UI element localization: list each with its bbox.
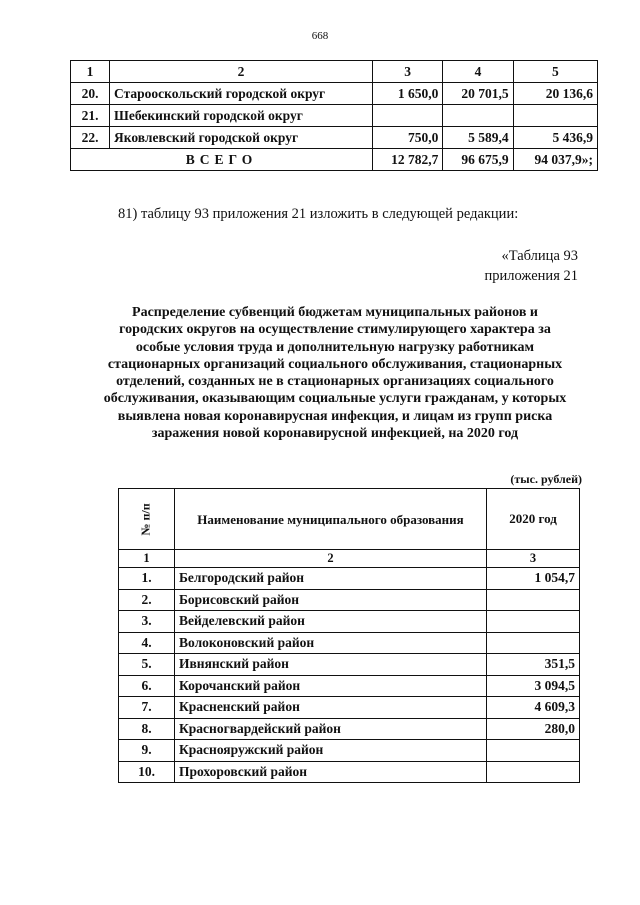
- row-value: 1 054,7: [487, 568, 580, 590]
- table-row: [119, 718, 580, 740]
- row-value: [487, 761, 580, 783]
- row-value-5: 5 436,9: [513, 127, 597, 149]
- total-label: ВСЕГО: [71, 149, 373, 171]
- total-row: [71, 149, 598, 171]
- row-value-5: 20 136,6: [513, 83, 597, 105]
- row-value: 280,0: [487, 718, 580, 740]
- row-number: 2.: [119, 589, 175, 611]
- top-header-col-3: 3: [373, 61, 443, 83]
- row-number: 3.: [119, 611, 175, 633]
- total-value-5: 94 037,9»;: [513, 149, 597, 171]
- row-number: 4.: [119, 632, 175, 654]
- total-value-3: 12 782,7: [373, 149, 443, 171]
- row-name: Шебекинский городской округ: [110, 105, 373, 127]
- main-table-header-row: [119, 489, 580, 550]
- row-value: 3 094,5: [487, 675, 580, 697]
- table-row: [71, 83, 598, 105]
- row-name: Красненский район: [175, 697, 487, 719]
- index-col-1: 1: [119, 550, 175, 568]
- header-year-cell: 2020 год: [487, 489, 580, 550]
- row-value-5: [513, 105, 597, 127]
- row-value-4: [443, 105, 513, 127]
- table-reference: [485, 246, 578, 286]
- row-value-3: 750,0: [373, 127, 443, 149]
- table-row: [119, 632, 580, 654]
- row-name: Яковлевский городской округ: [110, 127, 373, 149]
- amendment-instruction: 81) таблицу 93 приложения 21 изложить в следующей редакции:: [118, 206, 519, 222]
- total-value-4: 96 675,9: [443, 149, 513, 171]
- unit-label: (тыс. рублей): [510, 472, 582, 486]
- index-col-2: 2: [175, 550, 487, 568]
- row-number: 9.: [119, 740, 175, 762]
- row-name: Красногвардейский район: [175, 718, 487, 740]
- table-row: [119, 740, 580, 762]
- top-header-col-1: 1: [71, 61, 110, 83]
- row-name: Прохоровский район: [175, 761, 487, 783]
- row-name: Краснояружский район: [175, 740, 487, 762]
- top-header-col-5: 5: [513, 61, 597, 83]
- row-number: 22.: [71, 127, 110, 149]
- row-name: Борисовский район: [175, 589, 487, 611]
- table-row: [119, 654, 580, 676]
- table-reference-line-1: «Таблица 93: [501, 248, 578, 264]
- row-name: Вейделевский район: [175, 611, 487, 633]
- top-table-header-row: [71, 61, 598, 83]
- row-number: 1.: [119, 568, 175, 590]
- row-number: 5.: [119, 654, 175, 676]
- row-name: Волоконовский район: [175, 632, 487, 654]
- top-header-col-2: 2: [110, 61, 373, 83]
- table-row: [119, 761, 580, 783]
- table-row: [71, 105, 598, 127]
- header-number-label: № п/п: [138, 503, 153, 536]
- header-number-cell: [119, 489, 175, 550]
- table-row: [119, 675, 580, 697]
- row-name: Старооскольский городской округ: [110, 83, 373, 105]
- row-number: 8.: [119, 718, 175, 740]
- table-row: [119, 589, 580, 611]
- row-name: Белгородский район: [175, 568, 487, 590]
- table-row: [119, 611, 580, 633]
- row-name: Ивнянский район: [175, 654, 487, 676]
- row-number: 21.: [71, 105, 110, 127]
- row-number: 20.: [71, 83, 110, 105]
- row-value: 351,5: [487, 654, 580, 676]
- row-value: [487, 740, 580, 762]
- table-row: [119, 568, 580, 590]
- row-value: [487, 589, 580, 611]
- row-value: [487, 632, 580, 654]
- distribution-table: [118, 488, 580, 783]
- table-reference-line-2: приложения 21: [484, 268, 578, 284]
- row-number: 6.: [119, 675, 175, 697]
- row-value: 4 609,3: [487, 697, 580, 719]
- row-value-3: [373, 105, 443, 127]
- row-number: 10.: [119, 761, 175, 783]
- header-name-cell: Наименование муниципального образования: [175, 489, 487, 550]
- top-header-col-4: 4: [443, 61, 513, 83]
- page-number: 668: [311, 30, 329, 42]
- row-value-4: 5 589,4: [443, 127, 513, 149]
- column-index-row: [119, 550, 580, 568]
- table-row: [71, 127, 598, 149]
- row-name: Корочанский район: [175, 675, 487, 697]
- top-continuation-table: [70, 60, 598, 171]
- table-title: Распределение субвенций бюджетам муниципальных районов и городских округов на осуществление стимулирующего характера за особые условия труда и дополнительную нагрузку работникам стационарных организаций социального обслуживания, стационарных отделений, созданных не в стационарных организациях социального обслуживания, оказывающим социальные услуги гражданам, у которых выявлена новая коронавирусная инфекция, и лицам из групп риска заражения новой коронавирусной инфекцией, на 2020 год: [103, 305, 567, 442]
- index-col-3: 3: [487, 550, 580, 568]
- row-value-4: 20 701,5: [443, 83, 513, 105]
- table-row: [119, 697, 580, 719]
- row-value-3: 1 650,0: [373, 83, 443, 105]
- row-value: [487, 611, 580, 633]
- row-number: 7.: [119, 697, 175, 719]
